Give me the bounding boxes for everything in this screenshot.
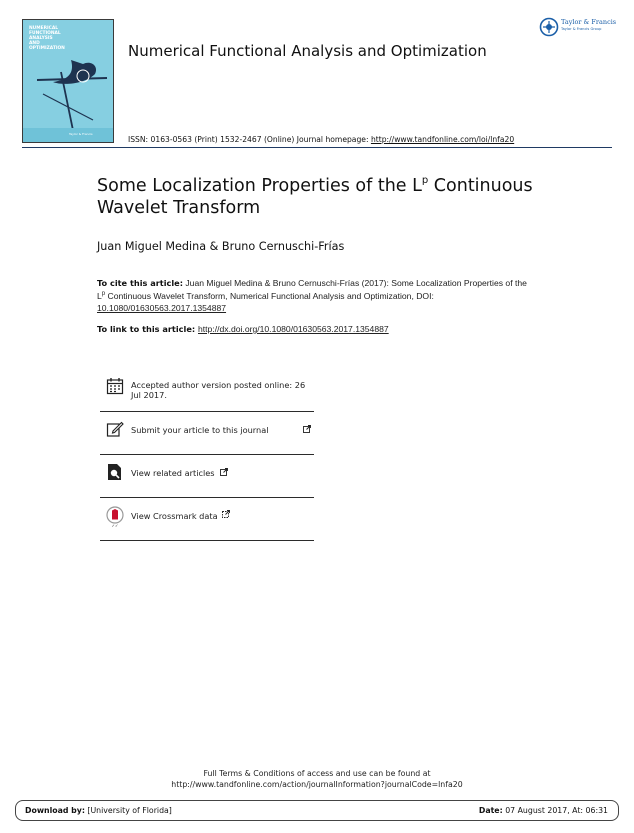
- publisher-logo[interactable]: [539, 16, 615, 38]
- citation-superscript: p: [101, 290, 106, 297]
- issn-text: ISSN: 0163-0563 (Print) 1532-2467 (Online) Journal homepage:: [128, 135, 371, 144]
- journal-cover-image[interactable]: [22, 19, 114, 143]
- crossmark-row[interactable]: [100, 498, 314, 541]
- accepted-version-row: [100, 369, 314, 412]
- article-authors: Juan Miguel Medina & Bruno Cernuschi-Frías: [97, 240, 345, 253]
- terms-url[interactable]: http://www.tandfonline.com/action/journalInformation?journalCode=lnfa20: [171, 780, 463, 789]
- submit-article-link[interactable]: Submit your article to this journal: [131, 425, 269, 435]
- related-articles-row[interactable]: [100, 455, 314, 498]
- crossmark-link[interactable]: View Crossmark data: [131, 511, 218, 521]
- external-link-icon: [222, 510, 230, 518]
- issn-line: [128, 135, 514, 145]
- publisher-logo-text: Taylor & Francis: [561, 18, 617, 26]
- article-doi-url[interactable]: http://dx.doi.org/10.1080/01630563.2017.1354887: [198, 324, 389, 334]
- citation-label: To cite this article:: [97, 278, 183, 288]
- terms-notice: [0, 768, 634, 790]
- publisher-logo-subtext: Taylor & Francis Group: [561, 27, 602, 31]
- citation-block: To cite this article: Juan Miguel Medina & Bruno Cernuschi-Frías (2017): Some Localization Properties of the $L^p$ Continuous Wavelet Transform, Numerical Functional Analysis and Optimization, DOI: 10.1080/01630563.2017.1354887: [97, 278, 527, 313]
- publisher-logo-icon: [539, 17, 559, 37]
- external-link-icon: [303, 425, 311, 433]
- download-date: Date: 07 August 2017, At: 06:31: [478, 806, 608, 815]
- crossmark-icon: [106, 506, 124, 528]
- related-articles-link[interactable]: View related articles: [131, 468, 215, 478]
- svg-text:✓✓: ✓✓: [111, 523, 119, 528]
- terms-line: Full Terms & Conditions of access and use can be found at: [203, 769, 431, 778]
- edit-icon: [106, 420, 124, 438]
- title-superscript: p: [421, 175, 429, 186]
- doi-link[interactable]: 10.1080/01630563.2017.1354887: [97, 303, 227, 313]
- header-divider: [22, 147, 612, 148]
- cover-publisher: Taylor & Francis: [69, 132, 93, 136]
- cover-title: NUMERICAL FUNCTIONAL ANALYSIS AND OPTIMIZATION: [29, 26, 65, 51]
- accepted-version-text: Accepted author version posted online: 26 Jul 2017.: [131, 380, 306, 400]
- external-link-icon: [220, 468, 228, 476]
- calendar-icon: [106, 377, 124, 395]
- article-link-label: To link to this article:: [97, 324, 198, 334]
- article-link-block: [97, 323, 537, 336]
- article-title: Some Localization Properties of the $L^p$ Continuous Wavelet Transform: [97, 175, 533, 218]
- download-by: Download by: [University of Florida]: [25, 806, 172, 815]
- related-articles-icon: [106, 463, 124, 481]
- journal-title[interactable]: Numerical Functional Analysis and Optimization: [128, 42, 487, 60]
- submit-article-row[interactable]: [100, 412, 314, 455]
- journal-homepage-link[interactable]: http://www.tandfonline.com/loi/lnfa20: [370, 135, 515, 144]
- download-info-bar: [15, 800, 619, 821]
